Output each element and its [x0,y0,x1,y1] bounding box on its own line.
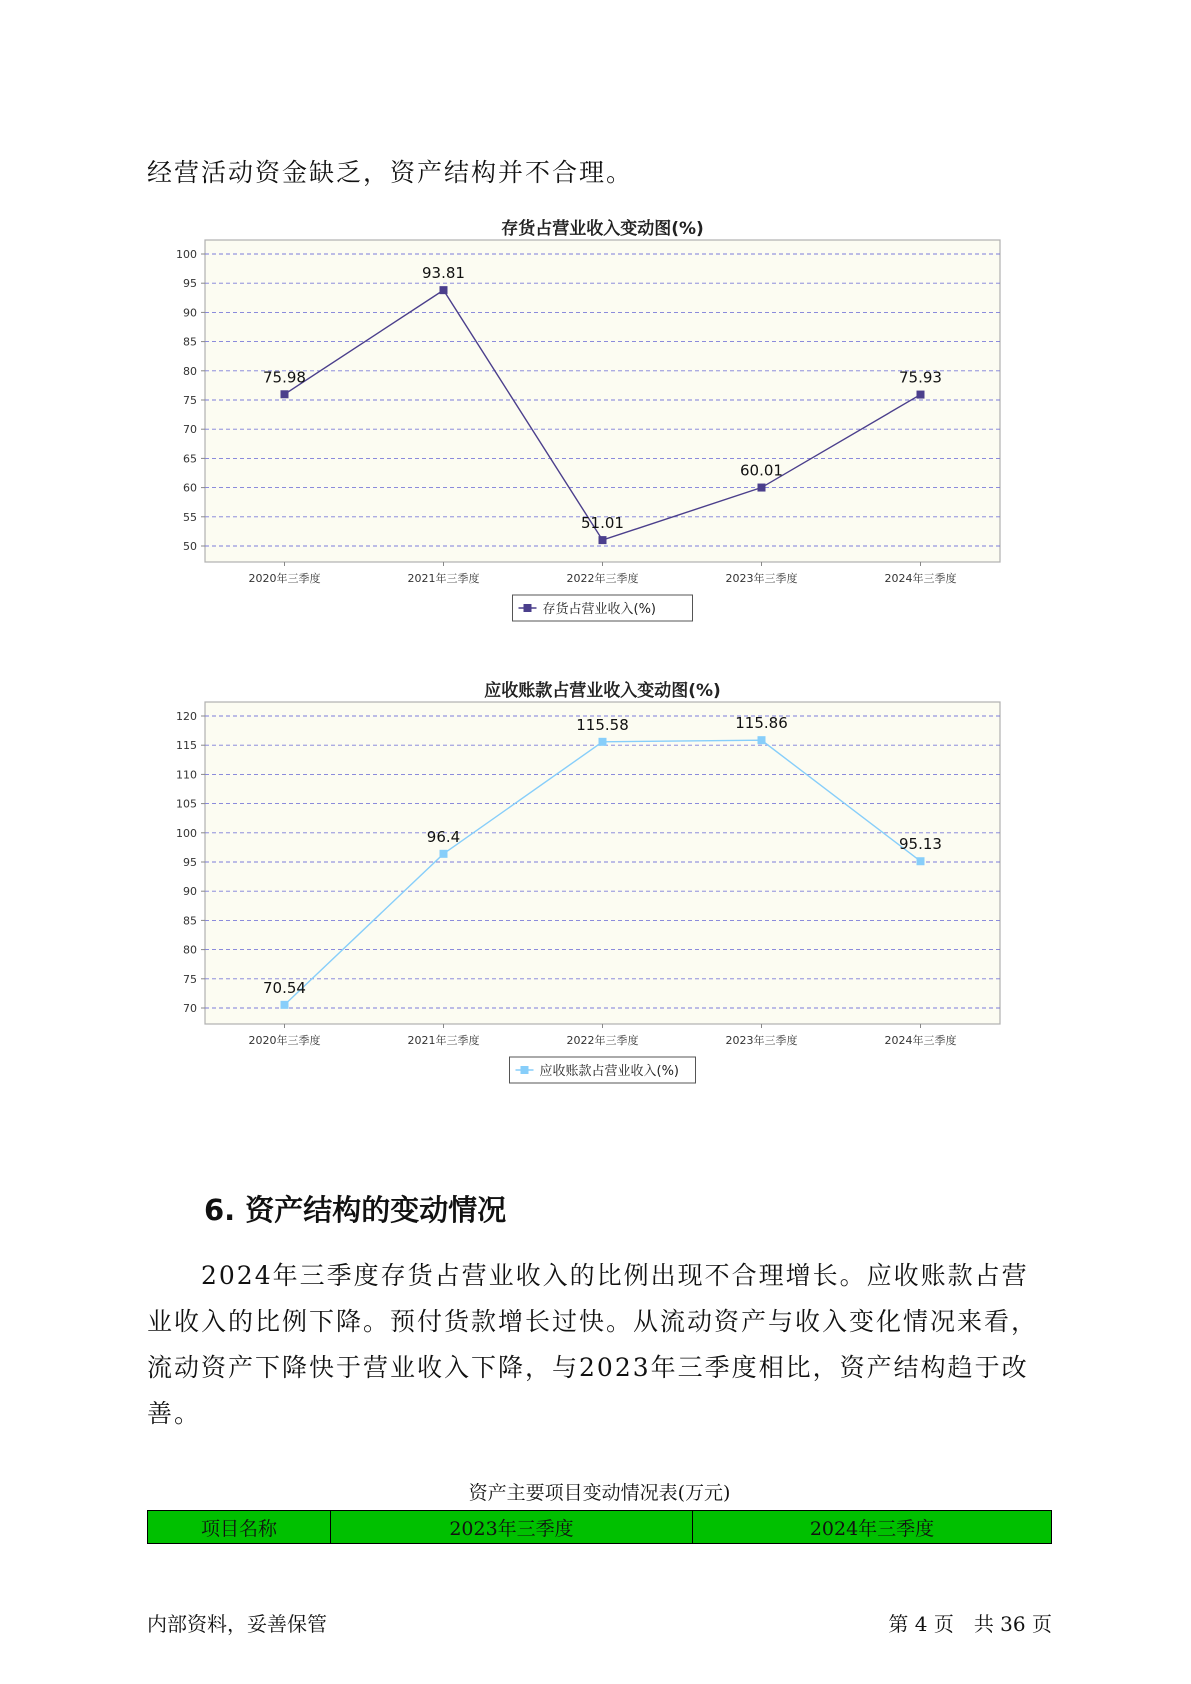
y-tick-label: 110 [176,768,197,782]
table-header-2024q3: 2024年三季度 [693,1511,1052,1544]
table-header-row [148,1511,1052,1544]
data-label: 51.01 [581,514,624,533]
x-tick-label: 2024年三季度 [884,1034,957,1047]
y-tick-label: 50 [183,540,197,553]
x-tick-label: 2020年三季度 [248,1034,321,1047]
y-tick-label: 105 [176,797,197,811]
y-tick-label: 70 [183,423,197,437]
data-point [599,738,607,746]
data-label: 115.58 [576,715,629,734]
section-paragraph: 2024年三季度存货占营业收入的比例出现不合理增长。应收账款占营业收入的比例下降。预付货款增长过快。从流动资产与收入变化情况来看，流动资产下降快于营业收入下降，与2023年三季度相比，资产结构趋于改善。 [147,1261,1039,1428]
inventory-ratio-chart-svg [150,210,1030,630]
data-point [758,736,766,744]
legend-swatch-marker [524,604,532,612]
data-label: 96.4 [426,827,461,846]
asset-items-table [147,1510,1052,1544]
y-tick-label: 80 [183,943,197,957]
data-label: 95.13 [899,835,942,854]
intro-paragraph: 经营活动资金缺乏，资产结构并不合理。 [147,158,634,187]
section-heading: 6. 资产结构的变动情况 [204,1193,507,1227]
data-label: 93.81 [422,264,465,283]
data-label: 70.54 [263,978,306,997]
legend-label: 存货占营业收入(%) [542,602,656,617]
legend-label: 应收账款占营业收入(%) [539,1064,679,1079]
y-tick-label: 85 [183,914,197,928]
y-tick-label: 90 [183,885,197,899]
data-label: 60.01 [740,461,783,480]
y-tick-label: 100 [176,826,197,840]
y-tick-label: 95 [183,277,197,291]
x-tick-label: 2024年三季度 [884,572,957,585]
data-point [758,484,766,492]
data-point [440,286,448,294]
data-label: 75.98 [263,368,306,387]
y-tick-label: 60 [183,481,197,495]
x-tick-label: 2021年三季度 [407,572,480,585]
y-tick-label: 80 [183,364,197,378]
y-tick-label: 55 [183,510,197,524]
receivables-ratio-chart-svg [150,672,1030,1092]
data-point [440,850,448,858]
y-tick-label: 75 [183,972,197,986]
data-point [281,1001,289,1009]
data-point [599,536,607,544]
table-header-item-name: 项目名称 [148,1511,331,1544]
table-header-2023q3: 2023年三季度 [331,1511,693,1544]
x-tick-label: 2021年三季度 [407,1034,480,1047]
data-point [917,857,925,865]
y-tick-label: 75 [183,394,197,407]
data-label: 75.93 [899,368,942,387]
y-tick-label: 115 [176,739,197,753]
x-tick-label: 2020年三季度 [248,572,321,585]
x-tick-label: 2022年三季度 [566,572,639,585]
y-tick-label: 85 [183,335,197,349]
inventory-ratio-chart [150,210,1030,630]
chart-title: 存货占营业收入变动图(%) [501,219,704,239]
data-point [281,390,289,398]
data-point [917,391,925,399]
table-caption: 资产主要项目变动情况表(万元) [468,1482,731,1504]
x-tick-label: 2023年三季度 [725,572,798,585]
y-tick-label: 95 [183,856,197,869]
data-label: 115.86 [735,714,788,733]
y-tick-label: 120 [176,710,197,723]
footer-page-number: 第 4 页 共 36 页 [888,1612,1052,1636]
x-tick-label: 2022年三季度 [566,1034,639,1047]
legend-swatch-marker [521,1066,529,1074]
receivables-ratio-chart [150,672,1030,1092]
chart-title: 应收账款占营业收入变动图(%) [484,681,721,701]
y-tick-label: 65 [183,452,197,466]
x-tick-label: 2023年三季度 [725,1034,798,1047]
plot-area [205,702,1000,1024]
y-tick-label: 90 [183,306,197,320]
footer-confidential: 内部资料，妥善保管 [147,1612,327,1636]
y-tick-label: 100 [176,248,197,261]
y-tick-label: 70 [183,1002,197,1015]
